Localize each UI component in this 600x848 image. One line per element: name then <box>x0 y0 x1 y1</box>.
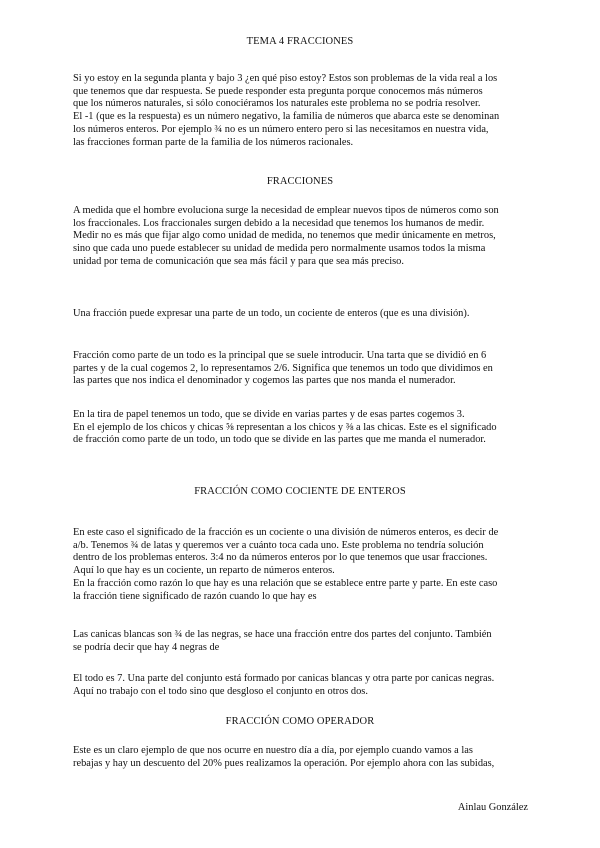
text-line: de fracción como parte de un todo, un todo que se divide en las partes que me manda el numerador. <box>73 434 486 446</box>
text-line: los números enteros. Por ejemplo ¾ no es un número entero pero si las necesitamos en nuestra vida, <box>73 123 489 135</box>
text-line: A medida que el hombre evoluciona surge la necesidad de emplear nuevos tipos de números como son <box>73 205 499 216</box>
text-line: En el ejemplo de los chicos y chicas ⅝ representan a los chicos y ⅜ a las chicas. Este es el significado <box>73 421 497 433</box>
fracciones-paragraph-1 <box>73 205 529 269</box>
cociente-paragraph-1 <box>73 527 529 603</box>
operador-paragraph-1 <box>73 745 529 770</box>
text-line: se podría decir que hay 4 negras de <box>73 641 220 653</box>
text-line: partes y de la cual cogemos 2, lo representamos 2/6. Significa que tenemos un todo que dividimos en <box>73 362 493 374</box>
intro-paragraph <box>73 73 529 149</box>
text-line: Aquí no trabajo con el todo sino que desgloso el conjunto en otros dos. <box>73 685 368 697</box>
cociente-paragraph-3 <box>73 673 529 698</box>
text-line: Las canicas blancas son ¾ de las negras, se hace una fracción entre dos partes del conjunto. También <box>73 629 492 640</box>
cociente-paragraph-2 <box>73 629 529 654</box>
text-line: Una fracción puede expresar una parte de un todo, un cociente de enteros (que es una división). <box>73 308 470 319</box>
section-heading-fracciones: FRACCIONES <box>266 176 334 187</box>
text-line: unidad por tema de comunicación que sea más fácil y para que sea más preciso. <box>73 255 404 267</box>
text-line: la fracción tiene significado de razón cuando lo que hay es <box>73 590 317 602</box>
text-line: Aquí lo que hay es un cociente, un reparto de números enteros. <box>73 565 335 577</box>
fracciones-paragraph-4 <box>73 409 529 447</box>
text-line: las partes que nos indica el denominador y cogemos las partes que nos manda el numerador. <box>73 375 456 387</box>
text-line: El todo es 7. Una parte del conjunto está formado por canicas blancas y otra parte por canicas negras. <box>73 673 495 684</box>
text-line: Fracción como parte de un todo es la principal que se suele introducir. Una tarta que se dividió en 6 <box>73 350 487 361</box>
text-line: En la fracción como razón lo que hay es una relación que se establece entre parte y parte. En este caso <box>73 577 498 589</box>
section-heading-cociente: FRACCIÓN COMO COCIENTE DE ENTEROS <box>194 486 406 497</box>
document-title: TEMA 4 FRACCIONES <box>246 36 354 47</box>
text-line: Si yo estoy en la segunda planta y bajo 3 ¿en qué piso estoy? Estos son problemas de la vida real a los <box>73 73 498 84</box>
section-heading-operador: FRACCIÓN COMO OPERADOR <box>225 716 375 727</box>
footer-author: Ainlau González <box>457 802 528 813</box>
text-line: las fracciones forman parte de la familia de los números racionales. <box>73 136 354 148</box>
text-line: El -1 (que es la respuesta) es un número negativo, la familia de números que abarca este se denominan <box>73 111 500 123</box>
text-line: que los números naturales, si sólo conociéramos los naturales este problema no se podría resolver. <box>73 98 481 110</box>
fracciones-paragraph-2 <box>73 308 529 321</box>
text-line: rebajas y hay un descuento del 20% pues realizamos la operación. Por ejemplo ahora con las subidas, <box>73 757 495 769</box>
text-line: los fraccionales. Los fraccionales surgen debido a la necesidad que tenemos los humanos de medir. <box>73 217 485 229</box>
fracciones-paragraph-3 <box>73 350 529 388</box>
text-line: a/b. Tenemos ¾ de latas y queremos ver a cuánto toca cada uno. Este problema no tendría solución <box>73 539 484 551</box>
text-line: Este es un claro ejemplo de que nos ocurre en nuestro día a día, por ejemplo cuando vamos a las <box>73 745 473 756</box>
text-line: En la tira de papel tenemos un todo, que se divide en varias partes y de esas partes cogemos 3. <box>73 409 465 420</box>
text-line: que tenemos que dar respuesta. Se puede responder esta pregunta porque conocemos más números <box>73 85 483 97</box>
text-line: sino que cada uno puede establecer su unidad de medida pero normalmente usamos todos la misma <box>73 243 486 255</box>
text-line: dentro de los problemas enteros. 3:4 no da números enteros por lo que tenemos que usar fracciones. <box>73 552 488 564</box>
text-line: Medir no es más que fijar algo como unidad de medida, no tenemos que medir únicamente en metros, <box>73 230 496 242</box>
text-line: En este caso el significado de la fracción es un cociente o una división de números enteros, es decir de <box>73 527 499 538</box>
